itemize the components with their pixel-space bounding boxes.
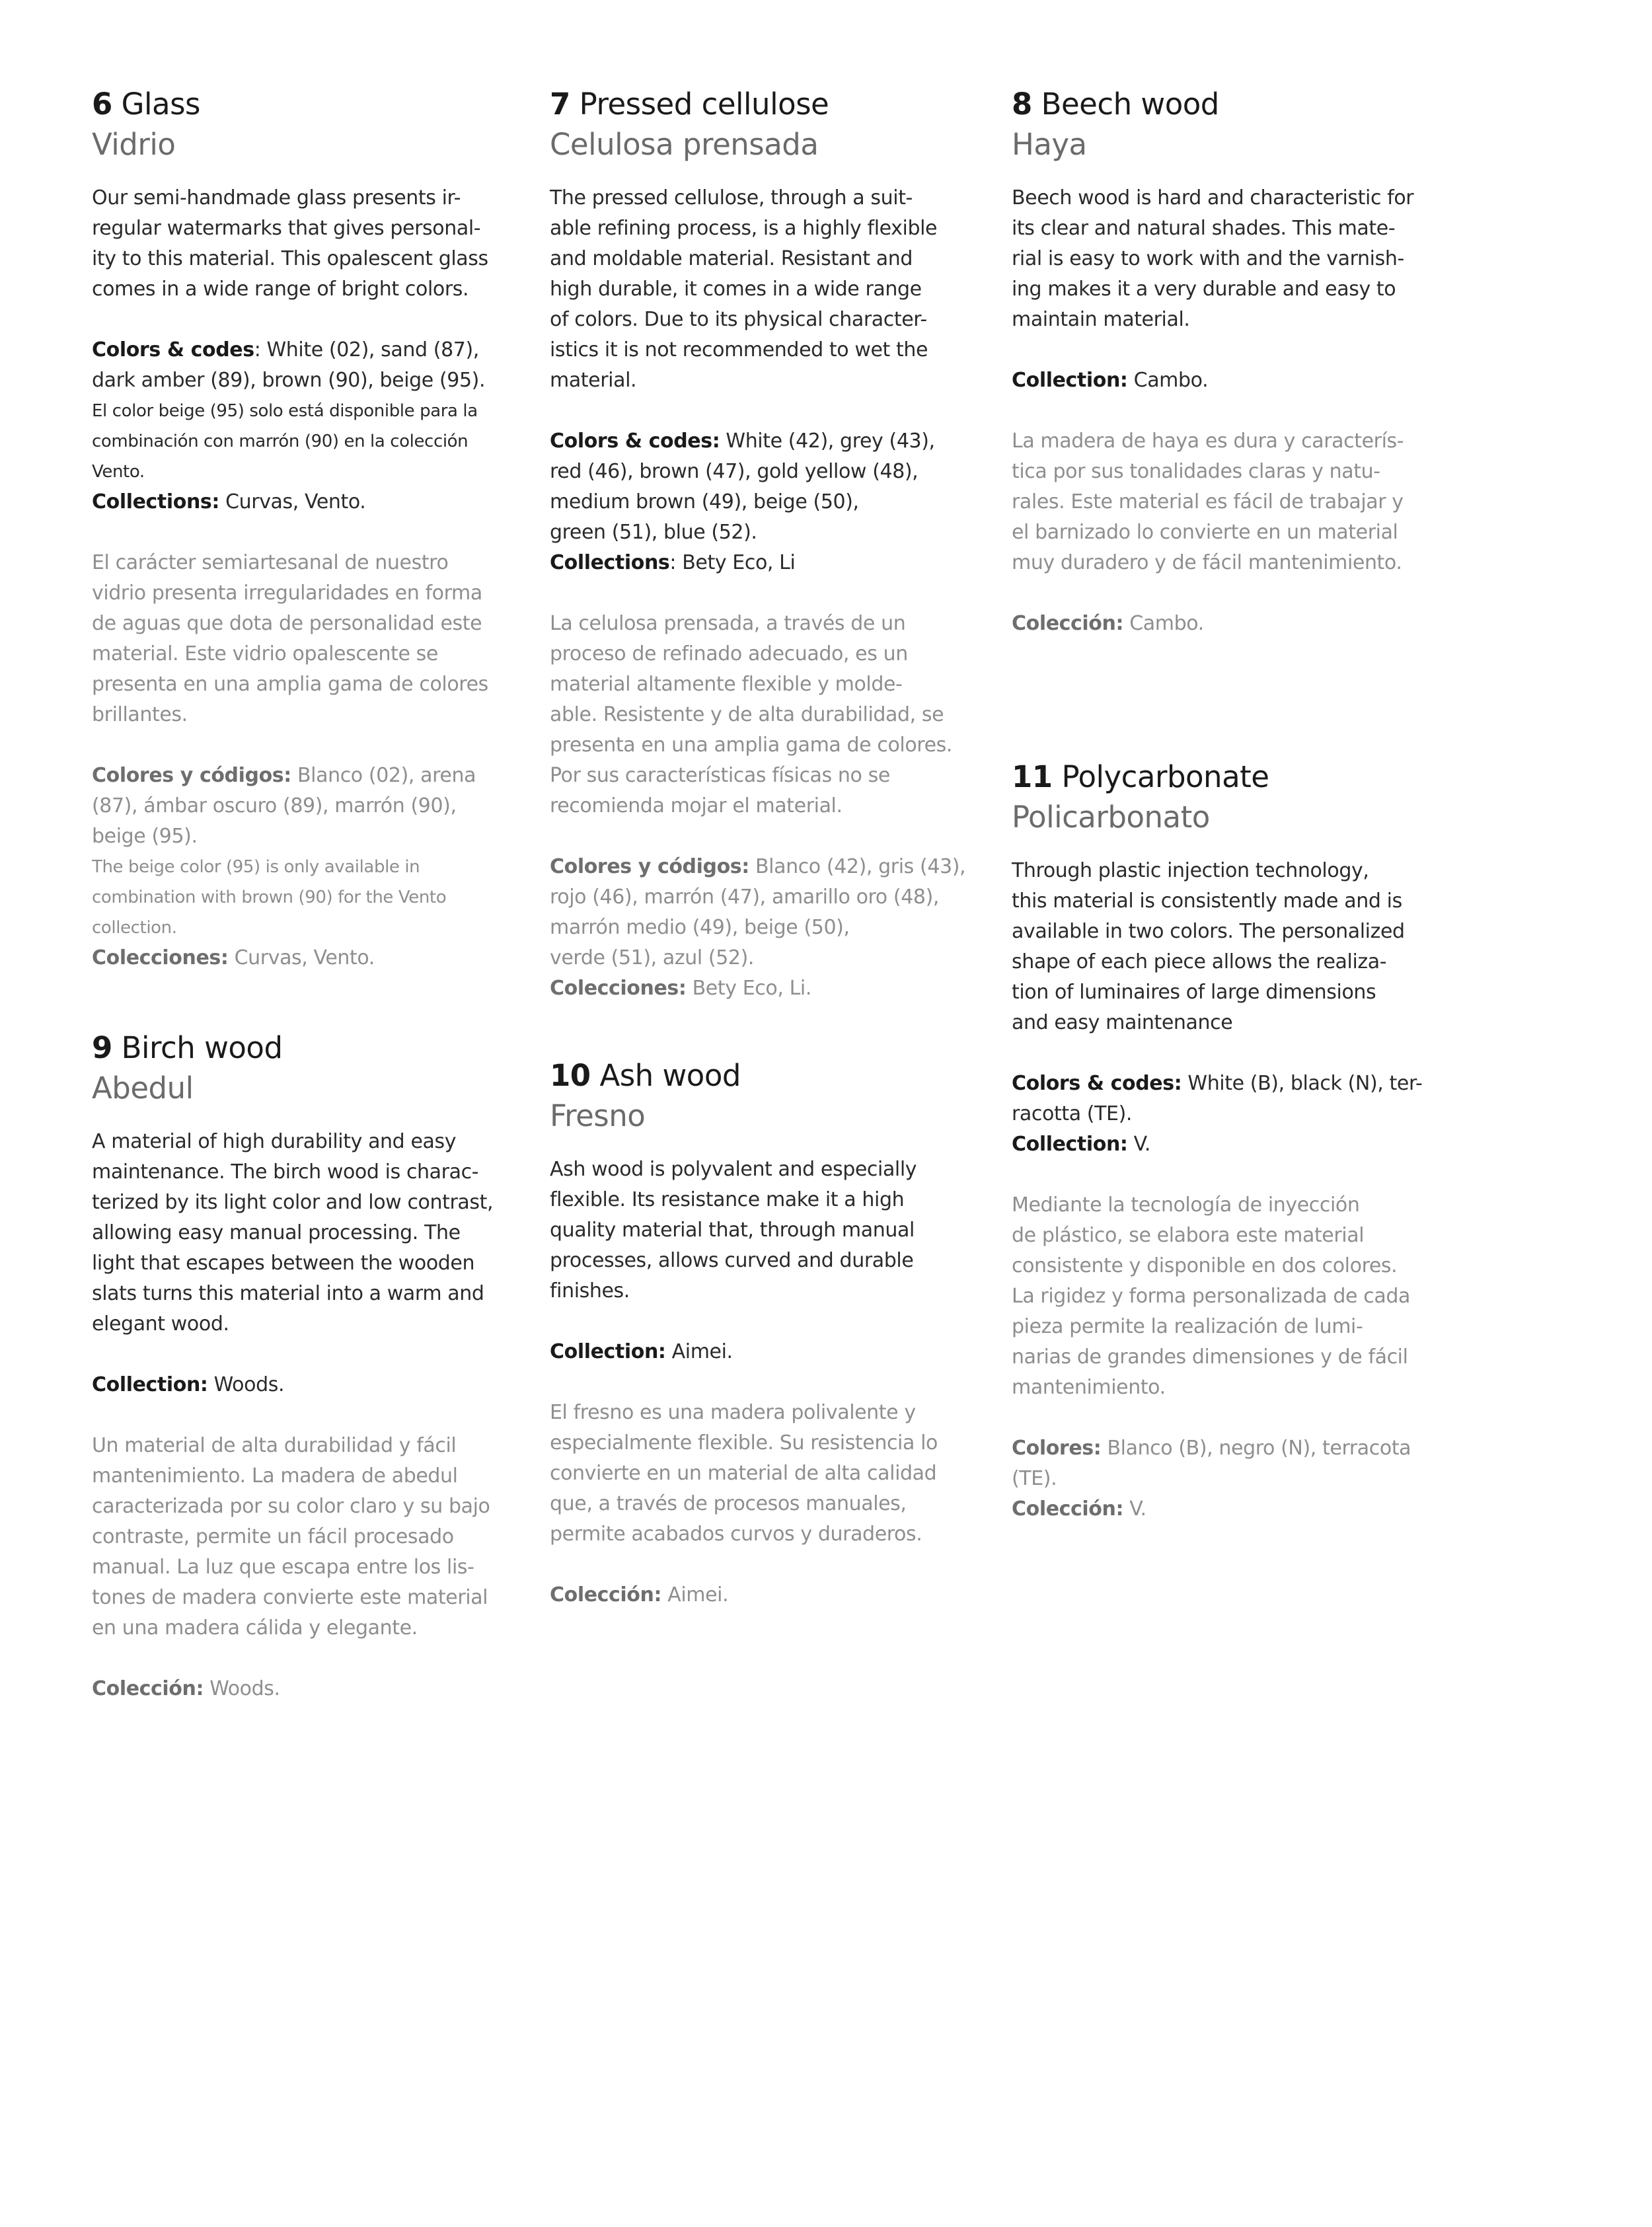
text-line: material altamente flexible y molde- — [550, 673, 903, 696]
collections-value: Curvas, Vento. — [219, 490, 366, 513]
material-title — [550, 1055, 953, 1096]
text-line: El carácter semiartesanal de nuestro — [92, 551, 449, 574]
colors-value: rojo (46), marrón (47), amarillo oro (48), — [550, 886, 940, 909]
material-subtitle: Abedul — [92, 1071, 194, 1106]
colors-value: (87), ámbar oscuro (89), marrón (90), — [92, 794, 457, 817]
collection-line — [1012, 1494, 1415, 1525]
colors-value: marrón medio (49), beige (50), — [550, 916, 850, 939]
text-line: especialmente flexible. Su resistencia lo — [550, 1431, 938, 1454]
text-line: contraste, permite un fácil procesado — [92, 1525, 454, 1548]
text-line: mantenimiento. La madera de abedul — [92, 1464, 458, 1488]
text-line: maintain material. — [1012, 308, 1190, 331]
description-en — [92, 183, 495, 517]
collection-label: Colección: — [1012, 1497, 1124, 1521]
collection-label: Collection: — [92, 1373, 208, 1396]
text-line: Por sus características físicas no se — [550, 764, 890, 787]
text-line: consistente y disponible en dos colores. — [1012, 1254, 1398, 1277]
collection-line — [92, 1674, 495, 1704]
colors-label: Colors & codes: — [1012, 1072, 1182, 1095]
text-line: of colors. Due to its physical character- — [550, 308, 927, 331]
text-line: ing makes it a very durable and easy to — [1012, 278, 1396, 301]
description-es — [550, 609, 966, 1004]
collections-label: Colecciones: — [92, 946, 229, 969]
text-line: La madera de haya es dura y caracterís- — [1012, 430, 1404, 453]
material-title — [550, 84, 953, 125]
text-line: terized by its light color and low contrast, — [92, 1191, 494, 1214]
colors-label: Colors & codes — [92, 338, 254, 361]
collection-label: Colección: — [550, 1583, 662, 1606]
text-line: narias de grandes dimensiones y de fácil — [1012, 1345, 1408, 1369]
text-line: available in two colors. The personalized — [1012, 920, 1405, 943]
collection-value: Aimei. — [665, 1340, 733, 1363]
colors-value: red (46), brown (47), gold yellow (48), — [550, 460, 919, 483]
colors-value: : White (02), sand (87), — [254, 338, 479, 361]
text-line: Mediante la tecnología de inyección — [1012, 1193, 1360, 1217]
description-en — [550, 183, 953, 578]
collection-line — [92, 1370, 495, 1400]
text-line: Through plastic injection technology, — [1012, 859, 1369, 882]
description-es — [1012, 1190, 1415, 1525]
text-line: convierte en un material de alta calidad — [550, 1462, 937, 1485]
text-line: el barnizado lo convierte en un material — [1012, 521, 1398, 544]
text-line: maintenance. The birch wood is charac- — [92, 1160, 479, 1184]
text-line: finishes. — [550, 1279, 630, 1302]
material-subtitle: Celulosa prensada — [550, 127, 819, 162]
colors-label: Colores: — [1012, 1437, 1102, 1460]
material-title-en: Pressed cellulose — [579, 87, 829, 122]
text-line: en una madera cálida y elegante. — [92, 1616, 418, 1640]
material-subtitle: Haya — [1012, 127, 1087, 162]
text-line: rales. Este material es fácil de trabajar y — [1012, 490, 1404, 513]
note-line: Vento. — [92, 462, 145, 482]
collection-value: Woods. — [207, 1373, 285, 1396]
material-number: 9 — [92, 1030, 112, 1065]
colors-value: Blanco (42), gris (43), — [749, 855, 966, 878]
text-line: tones de madera convierte este material — [92, 1586, 488, 1609]
collection-line — [550, 1580, 953, 1610]
collection-value: Aimei. — [661, 1583, 729, 1606]
description-en — [1012, 856, 1423, 1160]
description-es — [550, 1398, 953, 1610]
colors-label: Colores y códigos: — [92, 764, 291, 787]
text-line: allowing easy manual processing. The — [92, 1221, 461, 1244]
material-title — [1012, 84, 1415, 125]
material-ash-wood — [550, 1055, 953, 1610]
colors-value: green (51), blue (52). — [550, 521, 757, 544]
text-line: Beech wood is hard and characteristic for — [1012, 186, 1414, 209]
text-line: tion of luminaires of large dimensions — [1012, 981, 1376, 1004]
material-number: 11 — [1012, 759, 1053, 794]
collections-line — [92, 487, 495, 517]
collection-label: Collection: — [1012, 369, 1128, 392]
text-line: recomienda mojar el material. — [550, 794, 843, 817]
text-line: shape of each piece allows the realiza- — [1012, 950, 1387, 973]
text-line: La rigidez y forma personalizada de cada — [1012, 1285, 1410, 1308]
text-line: manual. La luz que escapa entre los lis- — [92, 1556, 474, 1579]
description-en — [92, 1127, 495, 1400]
material-beech-wood — [1012, 84, 1415, 639]
text-line: quality material that, through manual — [550, 1219, 915, 1242]
text-line: proceso de refinado adecuado, es un — [550, 642, 908, 665]
note-line: collection. — [92, 918, 177, 938]
text-line: presenta en una amplia gama de colores — [92, 673, 488, 696]
text-line: able. Resistente y de alta durabilidad, se — [550, 703, 944, 726]
collections-value: : Bety Eco, Li — [669, 551, 796, 574]
material-title-en: Glass — [121, 87, 200, 122]
description-es — [92, 548, 495, 973]
text-line: material. Este vidrio opalescente se — [92, 642, 438, 665]
material-number: 7 — [550, 87, 570, 122]
collections-label: Collections — [550, 551, 670, 574]
colors-value: beige (95). — [92, 825, 198, 848]
collection-label: Colección: — [1012, 612, 1124, 635]
material-title-en: Beech wood — [1041, 87, 1219, 122]
text-line: and easy maintenance — [1012, 1011, 1233, 1034]
colors-value: White (B), black (N), ter- — [1182, 1072, 1423, 1095]
text-line: slats turns this material into a warm and — [92, 1282, 484, 1305]
text-line: La celulosa prensada, a través de un — [550, 612, 906, 635]
colors-value: White (42), grey (43), — [720, 430, 935, 453]
description-es — [1012, 426, 1415, 639]
colors-line — [1012, 1069, 1423, 1099]
material-title — [1012, 757, 1415, 798]
text-line: its clear and natural shades. This mate- — [1012, 217, 1396, 240]
material-pressed-cellulose — [550, 84, 966, 1004]
colors-line — [92, 335, 495, 365]
colors-line — [550, 852, 966, 882]
collection-value: V. — [1123, 1497, 1146, 1521]
text-line: this material is consistently made and is — [1012, 889, 1402, 913]
text-line: pieza permite la realización de lumi- — [1012, 1315, 1363, 1338]
text-line: istics it is not recommended to wet the — [550, 338, 928, 361]
colors-line — [1012, 1433, 1415, 1464]
description-es — [92, 1431, 495, 1704]
collection-label: Collection: — [1012, 1133, 1128, 1156]
collections-line — [550, 548, 953, 578]
text-line: light that escapes between the wooden — [92, 1252, 475, 1275]
material-title — [92, 1028, 495, 1069]
collection-value: Woods. — [204, 1677, 280, 1700]
material-subtitle: Vidrio — [92, 127, 176, 162]
collections-value: Bety Eco, Li. — [686, 977, 811, 1000]
text-line: brillantes. — [92, 703, 188, 726]
text-line: Ash wood is polyvalent and especially — [550, 1158, 917, 1181]
material-glass — [92, 84, 495, 973]
collections-line — [550, 973, 953, 1004]
colors-value: verde (51), azul (52). — [550, 946, 755, 969]
text-line: processes, allows curved and durable — [550, 1249, 914, 1272]
material-title-en: Birch wood — [121, 1030, 283, 1065]
collection-value: Cambo. — [1123, 612, 1204, 635]
collection-line — [1012, 609, 1415, 639]
material-subtitle: Policarbonato — [1012, 800, 1210, 835]
colors-value: dark amber (89), brown (90), beige (95). — [92, 369, 486, 392]
collection-label: Collection: — [550, 1340, 666, 1363]
note-line: El color beige (95) solo está disponible para la — [92, 401, 478, 421]
text-line: regular watermarks that gives personal- — [92, 217, 481, 240]
text-line: rial is easy to work with and the varnish- — [1012, 247, 1404, 270]
text-line: mantenimiento. — [1012, 1376, 1166, 1399]
material-number: 6 — [92, 87, 112, 122]
collections-value: Curvas, Vento. — [228, 946, 375, 969]
text-line: de plástico, se elabora este material — [1012, 1224, 1365, 1247]
text-line: able refining process, is a highly flexible — [550, 217, 938, 240]
note-line: combination with brown (90) for the Vento — [92, 887, 447, 907]
colors-label: Colores y códigos: — [550, 855, 749, 878]
collections-label: Collections: — [92, 490, 219, 513]
note-line: The beige color (95) is only available in — [92, 857, 420, 877]
colors-value: medium brown (49), beige (50), — [550, 490, 859, 513]
material-title-en: Polycarbonate — [1061, 759, 1269, 794]
collection-label: Colección: — [92, 1677, 204, 1700]
colors-value: Blanco (B), negro (N), terracota — [1101, 1437, 1411, 1460]
text-line: tica por sus tonalidades claras y natu- — [1012, 460, 1380, 483]
colors-line — [550, 426, 953, 457]
note-line: combinación con marrón (90) en la colección — [92, 432, 469, 451]
collection-line — [1012, 1129, 1415, 1160]
text-line: high durable, it comes in a wide range — [550, 278, 922, 301]
material-title-en: Ash wood — [599, 1058, 741, 1093]
colors-label: Colors & codes: — [550, 430, 720, 453]
collections-line — [92, 943, 495, 973]
material-subtitle: Fresno — [550, 1098, 646, 1133]
description-en — [550, 1154, 953, 1367]
description-en — [1012, 183, 1415, 396]
text-line: muy duradero y de fácil mantenimiento. — [1012, 551, 1402, 574]
text-line: and moldable material. Resistant and — [550, 247, 913, 270]
collections-label: Colecciones: — [550, 977, 687, 1000]
text-line: de aguas que dota de personalidad este — [92, 612, 482, 635]
text-line: A material of high durability and easy — [92, 1130, 457, 1153]
material-birch-wood — [92, 1028, 495, 1704]
text-line: caracterizada por su color claro y su bajo — [92, 1495, 490, 1518]
text-line: material. — [550, 369, 637, 392]
text-line: flexible. Its resistance make it a high — [550, 1188, 905, 1211]
colors-value: (TE). — [1012, 1467, 1057, 1490]
text-line: Un material de alta durabilidad y fácil — [92, 1434, 457, 1457]
text-line: presenta en una amplia gama de colores. — [550, 734, 952, 757]
text-line: que, a través de procesos manuales, — [550, 1492, 907, 1515]
material-title — [92, 84, 495, 125]
collection-line — [550, 1337, 953, 1367]
colors-value: Blanco (02), arena — [291, 764, 476, 787]
text-line: The pressed cellulose, through a suit- — [550, 186, 913, 209]
text-line: ity to this material. This opalescent glass — [92, 247, 488, 270]
text-line: comes in a wide range of bright colors. — [92, 278, 469, 301]
text-line: vidrio presenta irregularidades en forma — [92, 582, 482, 605]
colors-value: racotta (TE). — [1012, 1102, 1133, 1125]
collection-value: V. — [1127, 1133, 1151, 1156]
collection-line — [1012, 365, 1415, 396]
text-line: Our semi-handmade glass presents ir- — [92, 186, 461, 209]
text-line: El fresno es una madera polivalente y — [550, 1401, 916, 1424]
material-number: 8 — [1012, 87, 1032, 122]
text-line: elegant wood. — [92, 1312, 229, 1336]
material-number: 10 — [550, 1058, 591, 1093]
collection-value: Cambo. — [1127, 369, 1209, 392]
colors-line — [92, 761, 495, 791]
text-line: permite acabados curvos y duraderos. — [550, 1523, 922, 1546]
material-polycarbonate — [1012, 757, 1423, 1525]
